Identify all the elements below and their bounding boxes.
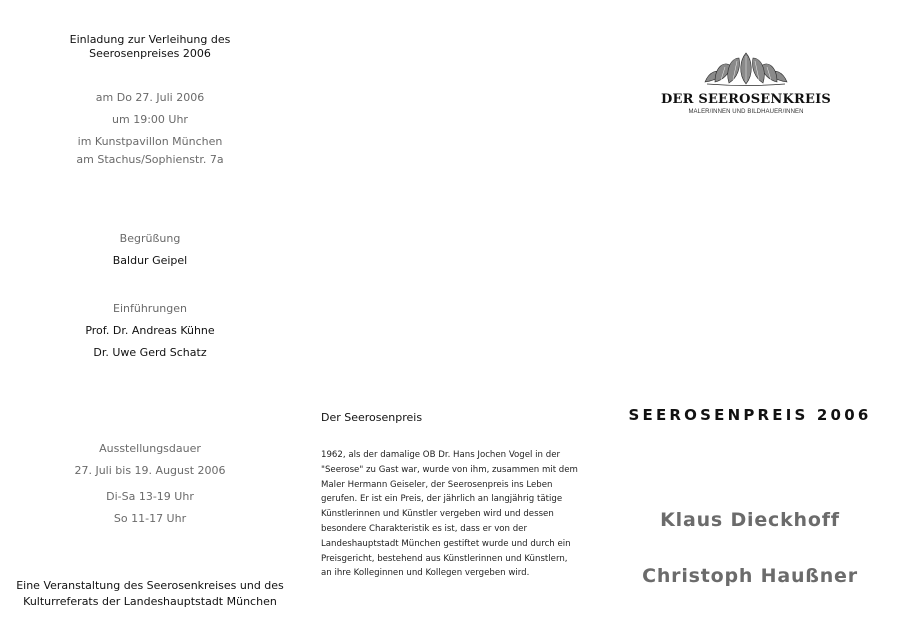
about-line: 1962, als der damalige OB Dr. Hans Jochen Vogel in der: [321, 450, 561, 460]
organizer-line-2: Kulturreferats der Landeshauptstadt München: [23, 595, 277, 608]
intro-label: Einführungen: [113, 302, 187, 315]
exhibition-period: 27. Juli bis 19. August 2006: [74, 464, 226, 477]
logo: [656, 52, 836, 115]
artist-name-2: Christoph Haußner: [642, 565, 858, 587]
about-line: Künstlerinnen und Künstler vergeben wird und dessen: [321, 509, 554, 520]
about-line: Landeshauptstadt München gestiftet wurde und durch ein: [321, 538, 571, 549]
org-subtitle: MALER/INNEN UND BILDHAUER/INNEN: [688, 109, 804, 115]
about-line: besondere Charakteristik es ist, dass er von der: [321, 523, 527, 534]
about-heading: Der Seerosenpreis: [321, 411, 423, 424]
about-text: [321, 448, 596, 581]
invitation-line-2: Seerosenpreises 2006: [89, 47, 211, 60]
about-line: "Seerose" zu Gast war, wurde von ihm, zusammen mit dem: [321, 464, 578, 475]
event-venue: im Kunstpavillon München: [77, 135, 223, 148]
lotus-icon: [703, 52, 789, 86]
event-date: am Do 27. Juli 2006: [95, 91, 205, 104]
exhibition-hours-sunday: So 11-17 Uhr: [113, 512, 187, 525]
welcome-label: Begrüßung: [119, 232, 181, 245]
intro-speaker-1: Prof. Dr. Andreas Kühne: [85, 324, 215, 337]
organizer-line-1: Eine Veranstaltung des Seerosenkreises und des: [16, 579, 284, 592]
exhibition-hours-weekday: Di-Sa 13-19 Uhr: [106, 490, 194, 503]
intro-speaker-2: Dr. Uwe Gerd Schatz: [93, 346, 207, 359]
event-address: am Stachus/Sophienstr. 7a: [76, 153, 224, 166]
welcome-speaker: Baldur Geipel: [112, 254, 188, 267]
about-line: an ihre Kolleginnen und Kollegen vergeben wird.: [321, 568, 530, 579]
exhibition-label: Ausstellungsdauer: [99, 442, 201, 455]
artist-name-1: Klaus Dieckhoff: [660, 509, 840, 531]
about-line: Preisgericht, bestehend aus Künstlerinnen und Künstlern,: [321, 553, 568, 564]
about-line: gerufen. Er ist ein Preis, der jährlich an langjährig tätige: [321, 494, 563, 505]
prize-title: SEEROSENPREIS 2006: [628, 406, 872, 424]
invitation-line-1: Einladung zur Verleihung des: [69, 33, 231, 46]
org-name: DER SEEROSENKREIS: [661, 92, 831, 107]
event-time: um 19:00 Uhr: [112, 113, 188, 126]
about-line: Maler Hermann Geiseler, der Seerosenpreis ins Leben: [321, 479, 553, 490]
